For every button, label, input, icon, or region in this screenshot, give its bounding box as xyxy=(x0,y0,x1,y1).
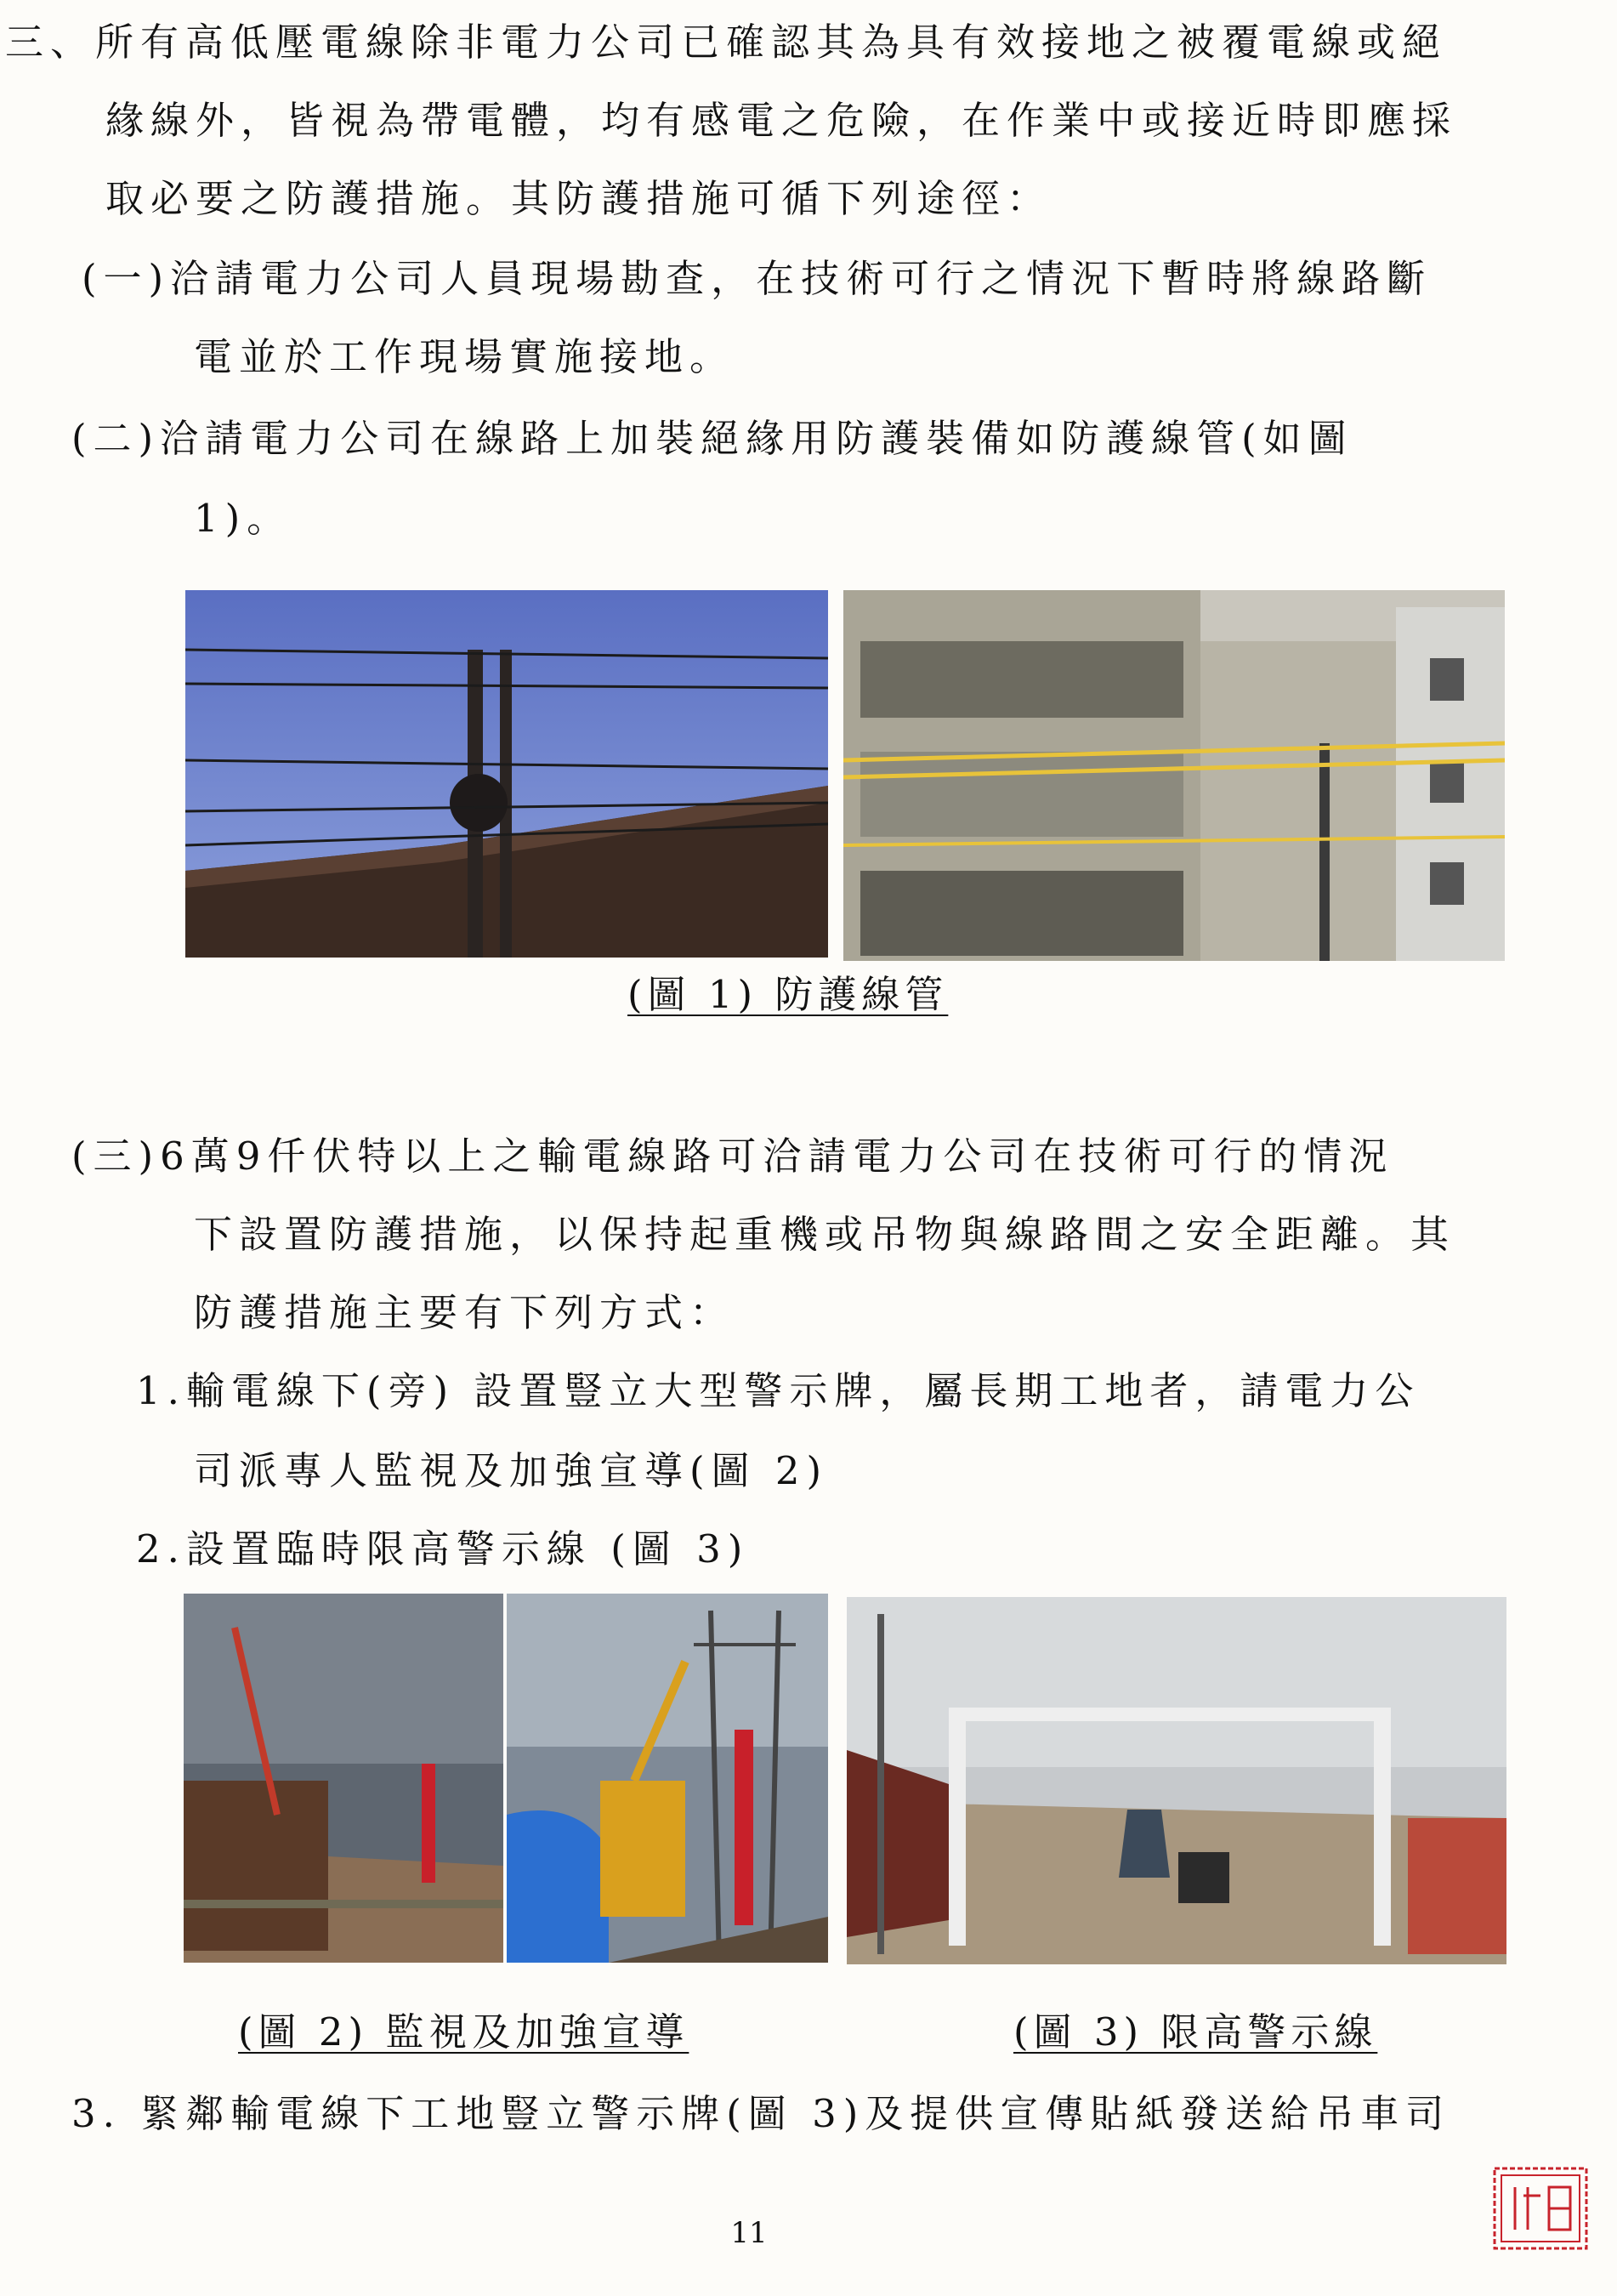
para-line-13: 2.設置臨時限高警示線 (圖 3) xyxy=(136,1526,750,1571)
para-line-14: 3. 緊鄰輸電線下工地豎立警示牌(圖 3)及提供宣傳貼紙發送給吊車司 xyxy=(71,2091,1451,2136)
figure-2-photo-left xyxy=(184,1594,503,1963)
page-number: 11 xyxy=(730,2216,768,2250)
para-line-1: 三、所有高低壓電線除非電力公司已確認其為具有效接地之被覆電線或絕 xyxy=(5,20,1448,65)
figure-3-caption: (圖 3) 限高警示線 xyxy=(1013,2009,1378,2054)
figure-1-photo-left xyxy=(185,590,828,958)
figure-3-photo xyxy=(847,1597,1506,1964)
para-line-7: 1)。 xyxy=(194,496,292,541)
para-line-8: (三)6萬9仟伏特以上之輸電線路可洽請電力公司在技術可行的情況 xyxy=(71,1134,1394,1179)
figure-2-caption: (圖 2) 監視及加強宣導 xyxy=(238,2009,689,2054)
para-line-6: (二)洽請電力公司在線路上加裝絕緣用防護裝備如防護線管(如圖 xyxy=(71,416,1353,461)
para-line-9: 下設置防護措施，以保持起重機或吊物與線路間之安全距離。其 xyxy=(194,1212,1456,1257)
para-line-12: 司派專人監視及加強宣導(圖 2) xyxy=(194,1448,829,1493)
figure-1-caption: (圖 1) 防護線管 xyxy=(627,972,949,1017)
para-line-10: 防護措施主要有下列方式： xyxy=(194,1290,735,1335)
para-line-4: (一)洽請電力公司人員現場勘查，在技術可行之情況下暫時將線路斷 xyxy=(82,256,1433,301)
para-line-2: 緣線外，皆視為帶電體，均有感電之危險，在作業中或接近時即應採 xyxy=(105,98,1458,143)
seal-stamp-icon xyxy=(1489,2162,1591,2255)
figure-2-photo-right xyxy=(507,1594,828,1963)
para-line-5: 電並於工作現場實施接地。 xyxy=(194,334,735,379)
para-line-11: 1.輸電線下(旁) 設置豎立大型警示牌，屬長期工地者，請電力公 xyxy=(136,1368,1421,1413)
figure-1-photo-right xyxy=(843,590,1505,961)
para-line-3: 取必要之防護措施。其防護措施可循下列途徑： xyxy=(105,176,1052,221)
